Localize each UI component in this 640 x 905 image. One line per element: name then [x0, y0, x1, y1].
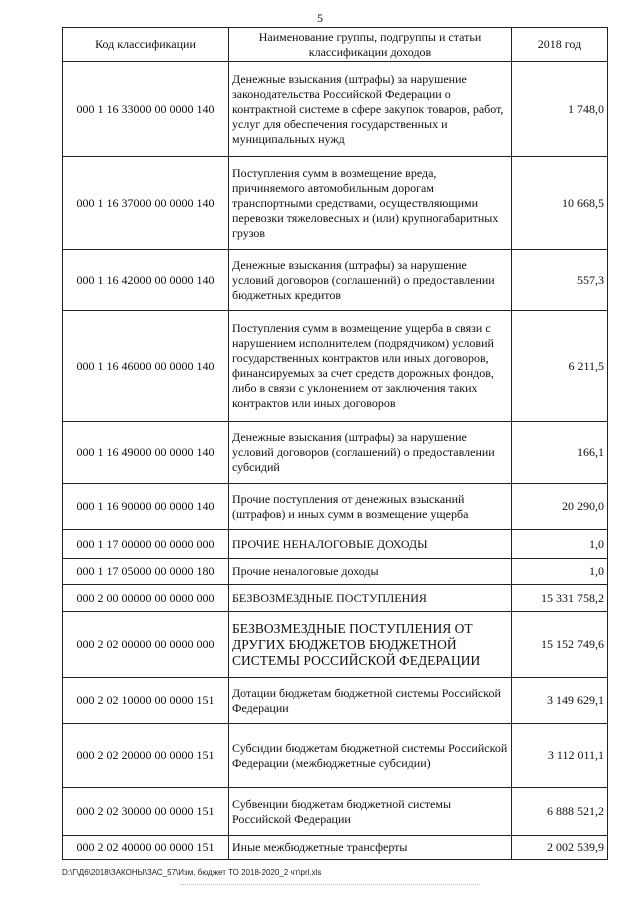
row-code: 000 2 00 00000 00 0000 000 — [63, 585, 229, 612]
row-name: Поступления сумм в возмещение ущерба в связи с нарушением исполнителем (подрядчиком) условий государственных контрактов или иных договоров, финансируемых за счет средств дорожных фондов, либо в связи с уклонением от заключения таких контрактов или иных договоров — [229, 311, 512, 422]
header-name: Наименование группы, подгруппы и статьи классификации доходов — [229, 28, 512, 62]
row-code: 000 1 17 05000 00 0000 180 — [63, 559, 229, 585]
row-amount: 6 888 521,2 — [512, 788, 608, 836]
row-amount: 20 290,0 — [512, 484, 608, 530]
row-code: 000 1 16 33000 00 0000 140 — [63, 62, 229, 157]
row-name: Денежные взыскания (штрафы) за нарушение законодательства Российской Федерации о контрактной системе в сфере закупок товаров, работ, услуг для обеспечения государственных и муниципальных нужд — [229, 62, 512, 157]
row-code: 000 1 16 49000 00 0000 140 — [63, 422, 229, 484]
table-row — [63, 157, 608, 250]
table-row — [63, 311, 608, 422]
table-row — [63, 484, 608, 530]
table-row — [63, 836, 608, 860]
row-code: 000 2 02 20000 00 0000 151 — [63, 724, 229, 788]
table-row — [63, 585, 608, 612]
row-name: Прочие поступления от денежных взысканий (штрафов) и иных сумм в возмещение ущерба — [229, 484, 512, 530]
table-row — [63, 250, 608, 311]
row-code: 000 1 16 42000 00 0000 140 — [63, 250, 229, 311]
row-name: Денежные взыскания (штрафы) за нарушение условий договоров (соглашений) о предоставлении субсидий — [229, 422, 512, 484]
row-name: Денежные взыскания (штрафы) за нарушение условий договоров (соглашений) о предоставлении бюджетных кредитов — [229, 250, 512, 311]
table-row — [63, 788, 608, 836]
header-code: Код классификации — [63, 28, 229, 62]
row-code: 000 2 02 40000 00 0000 151 — [63, 836, 229, 860]
row-amount: 2 002 539,9 — [512, 836, 608, 860]
row-name: БЕЗВОЗМЕЗДНЫЕ ПОСТУПЛЕНИЯ — [229, 585, 512, 612]
row-name: Иные межбюджетные трансферты — [229, 836, 512, 860]
table-row — [63, 62, 608, 157]
row-amount: 166,1 — [512, 422, 608, 484]
row-amount: 10 668,5 — [512, 157, 608, 250]
row-name: Субвенции бюджетам бюджетной системы Российской Федерации — [229, 788, 512, 836]
table-row — [63, 678, 608, 724]
row-code: 000 1 17 00000 00 0000 000 — [63, 530, 229, 559]
file-path-footer: D:\Г\Д6\2018\ЗАКОНЫ\ЗАС_57\Изм. бюджет ТО 2018-2020_2 чт\prl.xls — [62, 868, 322, 877]
header-year: 2018 год — [512, 28, 608, 62]
row-amount: 15 152 749,6 — [512, 612, 608, 678]
revenue-table — [62, 27, 608, 860]
row-amount: 3 112 011,1 — [512, 724, 608, 788]
row-name: Дотации бюджетам бюджетной системы Российской Федерации — [229, 678, 512, 724]
table-row — [63, 530, 608, 559]
row-amount: 15 331 758,2 — [512, 585, 608, 612]
table-row — [63, 612, 608, 678]
table-row — [63, 559, 608, 585]
row-name: ПРОЧИЕ НЕНАЛОГОВЫЕ ДОХОДЫ — [229, 530, 512, 559]
row-amount: 1,0 — [512, 530, 608, 559]
row-code: 000 2 02 10000 00 0000 151 — [63, 678, 229, 724]
footer-divider — [180, 884, 480, 885]
row-amount: 557,3 — [512, 250, 608, 311]
row-amount: 6 211,5 — [512, 311, 608, 422]
row-amount: 1 748,0 — [512, 62, 608, 157]
row-name: Поступления сумм в возмещение вреда, причиняемого автомобильным дорогам транспортными средствами, осуществляющими перевозки тяжеловесных и (или) крупногабаритных грузов — [229, 157, 512, 250]
table-row — [63, 724, 608, 788]
row-name: Прочие неналоговые доходы — [229, 559, 512, 585]
table-row — [63, 422, 608, 484]
row-name: БЕЗВОЗМЕЗДНЫЕ ПОСТУПЛЕНИЯ ОТ ДРУГИХ БЮДЖЕТОВ БЮДЖЕТНОЙ СИСТЕМЫ РОССИЙСКОЙ ФЕДЕРАЦИИ — [229, 612, 512, 678]
row-code: 000 2 02 00000 00 0000 000 — [63, 612, 229, 678]
row-amount: 3 149 629,1 — [512, 678, 608, 724]
row-code: 000 1 16 46000 00 0000 140 — [63, 311, 229, 422]
row-name: Субсидии бюджетам бюджетной системы Российской Федерации (межбюджетные субсидии) — [229, 724, 512, 788]
table-header-row — [63, 28, 608, 62]
page-number: 5 — [317, 11, 323, 25]
row-amount: 1,0 — [512, 559, 608, 585]
row-code: 000 1 16 37000 00 0000 140 — [63, 157, 229, 250]
row-code: 000 1 16 90000 00 0000 140 — [63, 484, 229, 530]
row-code: 000 2 02 30000 00 0000 151 — [63, 788, 229, 836]
